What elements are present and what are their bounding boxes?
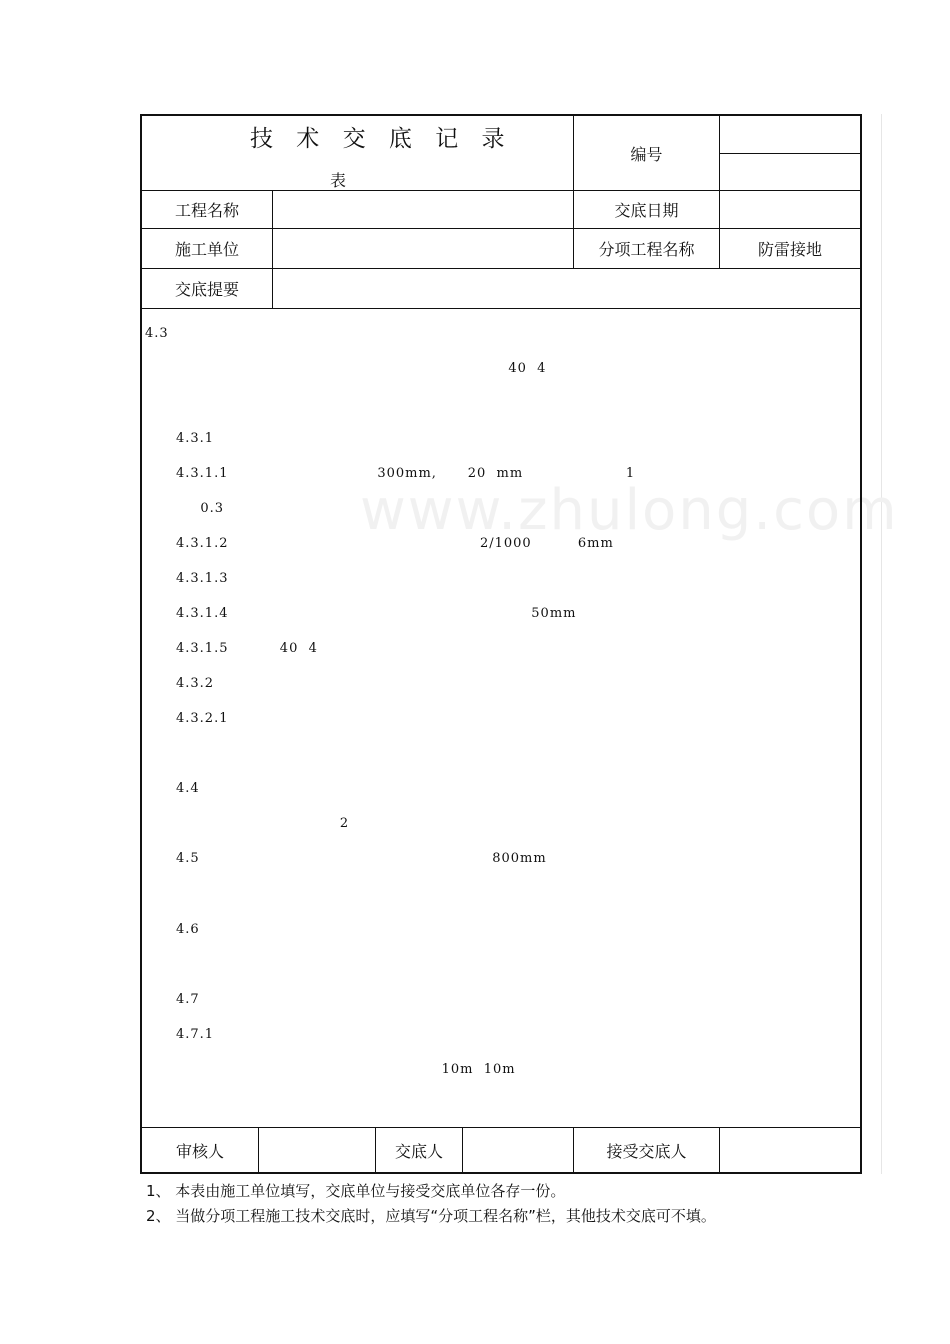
content-line: 4.3.1.5 40 4 <box>176 641 318 656</box>
content-line: 4.3.2.1 <box>176 711 229 726</box>
content-line: 2 <box>191 816 350 831</box>
number-label: 编号 <box>630 144 663 164</box>
page-edge-line <box>881 114 882 1174</box>
content-line: 10m 10m <box>185 1062 516 1077</box>
content-line: 40 4 <box>185 361 547 376</box>
content-line: 0.3 <box>185 501 225 516</box>
content-line: 4.7.1 <box>176 1027 215 1042</box>
discloser-label: 交底人 <box>394 1141 443 1161</box>
content-line: 4.3.1 <box>176 431 215 446</box>
content-line: 4.3 <box>145 326 169 341</box>
summary-field[interactable] <box>273 269 860 308</box>
reviewer-field[interactable] <box>259 1128 375 1172</box>
content-line: 4.6 <box>176 922 200 937</box>
content-line: 4.3.1.1 300mm, 20 mm 1 <box>176 466 636 481</box>
project-name-field[interactable] <box>273 191 573 228</box>
receiver-field[interactable] <box>720 1128 860 1172</box>
number-field[interactable] <box>720 116 860 153</box>
receiver-label: 接受交底人 <box>606 1141 687 1161</box>
watermark: www.zhulong.com <box>360 478 899 543</box>
content-line: 4.3.1.4 50mm <box>176 606 577 621</box>
date-field[interactable] <box>720 191 860 228</box>
content-line: 4.3.1.2 2/1000 6mm <box>176 536 614 551</box>
content-line: 4.4 <box>176 781 200 796</box>
footnote: 2、 当做分项工程施工技术交底时，应填写“分项工程名称”栏，其他技术交底可不填。 <box>146 1207 716 1225</box>
project-name-label: 工程名称 <box>174 201 239 220</box>
content-line: 4.5 800mm <box>176 851 547 866</box>
construction-unit-label: 施工单位 <box>174 240 239 259</box>
discloser-field[interactable] <box>463 1128 573 1172</box>
content-line: 4.3.2 <box>176 676 215 691</box>
row-divider <box>140 308 862 309</box>
construction-unit-field[interactable] <box>273 229 573 268</box>
sub-project-value: 防雷接地 <box>757 240 822 259</box>
reviewer-label: 审核人 <box>175 1141 224 1161</box>
form-subtitle: 表 <box>330 171 347 190</box>
number-divider <box>719 153 862 154</box>
sub-project-label: 分项工程名称 <box>598 240 695 259</box>
summary-label: 交底提要 <box>174 280 239 299</box>
content-line: 4.3.1.3 <box>176 571 229 586</box>
content-line: 4.7 <box>176 992 200 1007</box>
date-label: 交底日期 <box>614 201 679 220</box>
footnote: 1、 本表由施工单位填写，交底单位与接受交底单位各存一份。 <box>146 1182 566 1200</box>
form-title: 技 术 交 底 记 录 <box>250 126 513 152</box>
